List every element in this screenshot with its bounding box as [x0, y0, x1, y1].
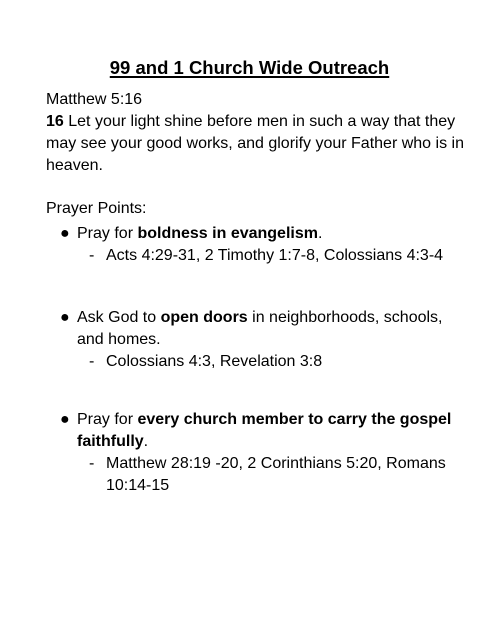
prayer-point-emphasis: open doors — [160, 309, 248, 326]
dash-icon: - — [89, 353, 95, 370]
verse-text: Let your light shine before men in such a way that they may see your good works, and glorify your Father who is in heaven. — [46, 113, 464, 174]
prayer-point-references — [89, 453, 449, 497]
references-text: Acts 4:29-31, 2 Timothy 1:7-8, Colossians 4:3-4 — [106, 247, 444, 264]
dash-icon: - — [89, 247, 95, 264]
prayer-point — [60, 307, 460, 351]
references-text: Colossians 4:3, Revelation 3:8 — [106, 353, 323, 370]
bullet-icon: ● — [60, 225, 70, 242]
prayer-point-lead: Pray for — [77, 411, 138, 428]
prayer-point-references — [89, 351, 449, 373]
dash-icon: - — [89, 455, 95, 472]
page-title: 99 and 1 Church Wide Outreach — [109, 57, 390, 78]
prayer-point-text — [60, 409, 460, 453]
prayer-point-lead: Pray for — [77, 225, 138, 242]
references-text: Matthew 28:19 -20, 2 Corinthians 5:20, Romans 10:14-15 — [106, 455, 446, 494]
prayer-point-tail: . — [317, 225, 323, 242]
verse-number: 16 — [46, 113, 64, 130]
prayer-point-tail: in neighborhoods, schools, and homes. — [77, 309, 443, 348]
prayer-point-lead: Ask God to — [77, 309, 161, 326]
bullet-icon: ● — [60, 309, 70, 326]
prayer-point-tail: . — [143, 433, 149, 450]
scripture-reference: Matthew 5:16 — [46, 91, 143, 108]
prayer-point-emphasis: every church member to carry the gospel faithfully — [77, 411, 452, 450]
prayer-point — [60, 409, 460, 453]
prayer-point-text — [60, 307, 460, 351]
scripture-verse — [46, 111, 476, 177]
prayer-point-references — [89, 245, 449, 267]
prayer-point — [60, 223, 460, 245]
bullet-icon: ● — [60, 411, 70, 428]
prayer-point-text — [60, 223, 460, 245]
prayer-point-emphasis: boldness in evangelism — [137, 225, 318, 242]
prayer-points-heading: Prayer Points: — [46, 200, 147, 217]
